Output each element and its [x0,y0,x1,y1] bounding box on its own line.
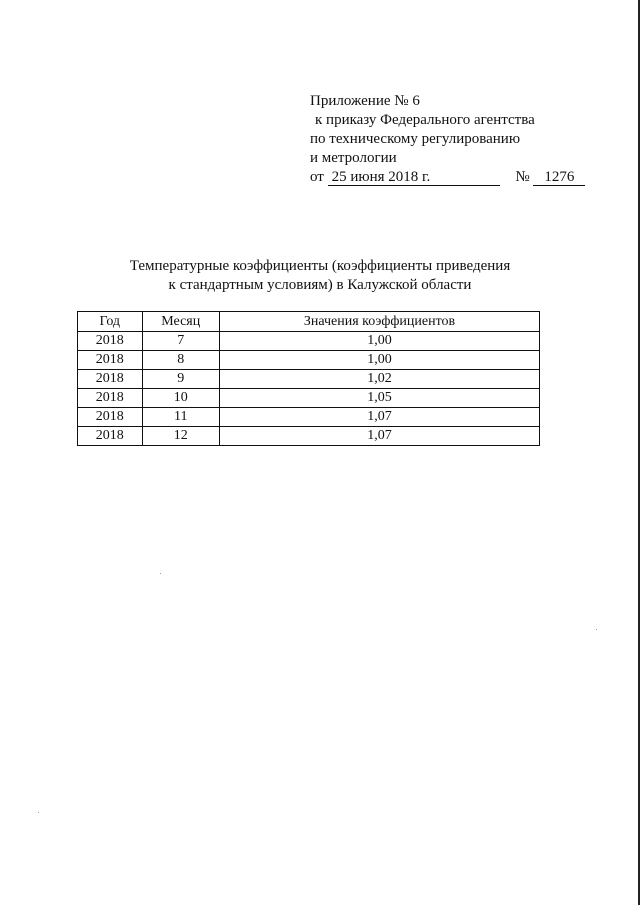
scan-speck [38,812,39,813]
cell-value: 1,02 [220,370,540,389]
cell-year: 2018 [78,389,143,408]
scan-speck [160,573,161,574]
appendix-header [310,92,585,187]
order-number: 1276 [533,169,585,186]
table-row [78,427,540,446]
table-row [78,332,540,351]
cell-year: 2018 [78,370,143,389]
table-header-row [78,312,540,332]
cell-year: 2018 [78,427,143,446]
cell-month: 12 [142,427,219,446]
scan-speck [596,629,597,630]
from-label: от [310,169,324,185]
appendix-order-ref: к приказу Федерального агентства [315,112,535,128]
header-month: Месяц [142,312,219,332]
cell-year: 2018 [78,332,143,351]
cell-month: 10 [142,389,219,408]
coefficients-table [77,311,540,446]
cell-value: 1,07 [220,408,540,427]
cell-year: 2018 [78,351,143,370]
cell-year: 2018 [78,408,143,427]
title-line-2: к стандартным условиям) в Калужской области [168,277,472,293]
cell-value: 1,00 [220,351,540,370]
table-row [78,370,540,389]
cell-value: 1,07 [220,427,540,446]
appendix-number: Приложение № 6 [310,93,420,109]
title-line-1: Температурные коэффициенты (коэффициенты приведения [129,258,511,274]
appendix-agency-line: по техническому регулированию [310,131,521,147]
appendix-agency-line-2: и метрологии [310,150,397,166]
cell-month: 11 [142,408,219,427]
order-date-number-line [310,168,585,187]
table-row [78,351,540,370]
number-label: № [515,169,530,185]
cell-month: 9 [142,370,219,389]
table-row [78,389,540,408]
cell-month: 7 [142,332,219,351]
cell-month: 8 [142,351,219,370]
cell-value: 1,00 [220,332,540,351]
header-year: Год [78,312,143,332]
table-row [78,408,540,427]
order-date: 25 июня 2018 г. [328,169,500,186]
document-title [100,257,540,295]
cell-value: 1,05 [220,389,540,408]
header-value: Значения коэффициентов [220,312,540,332]
